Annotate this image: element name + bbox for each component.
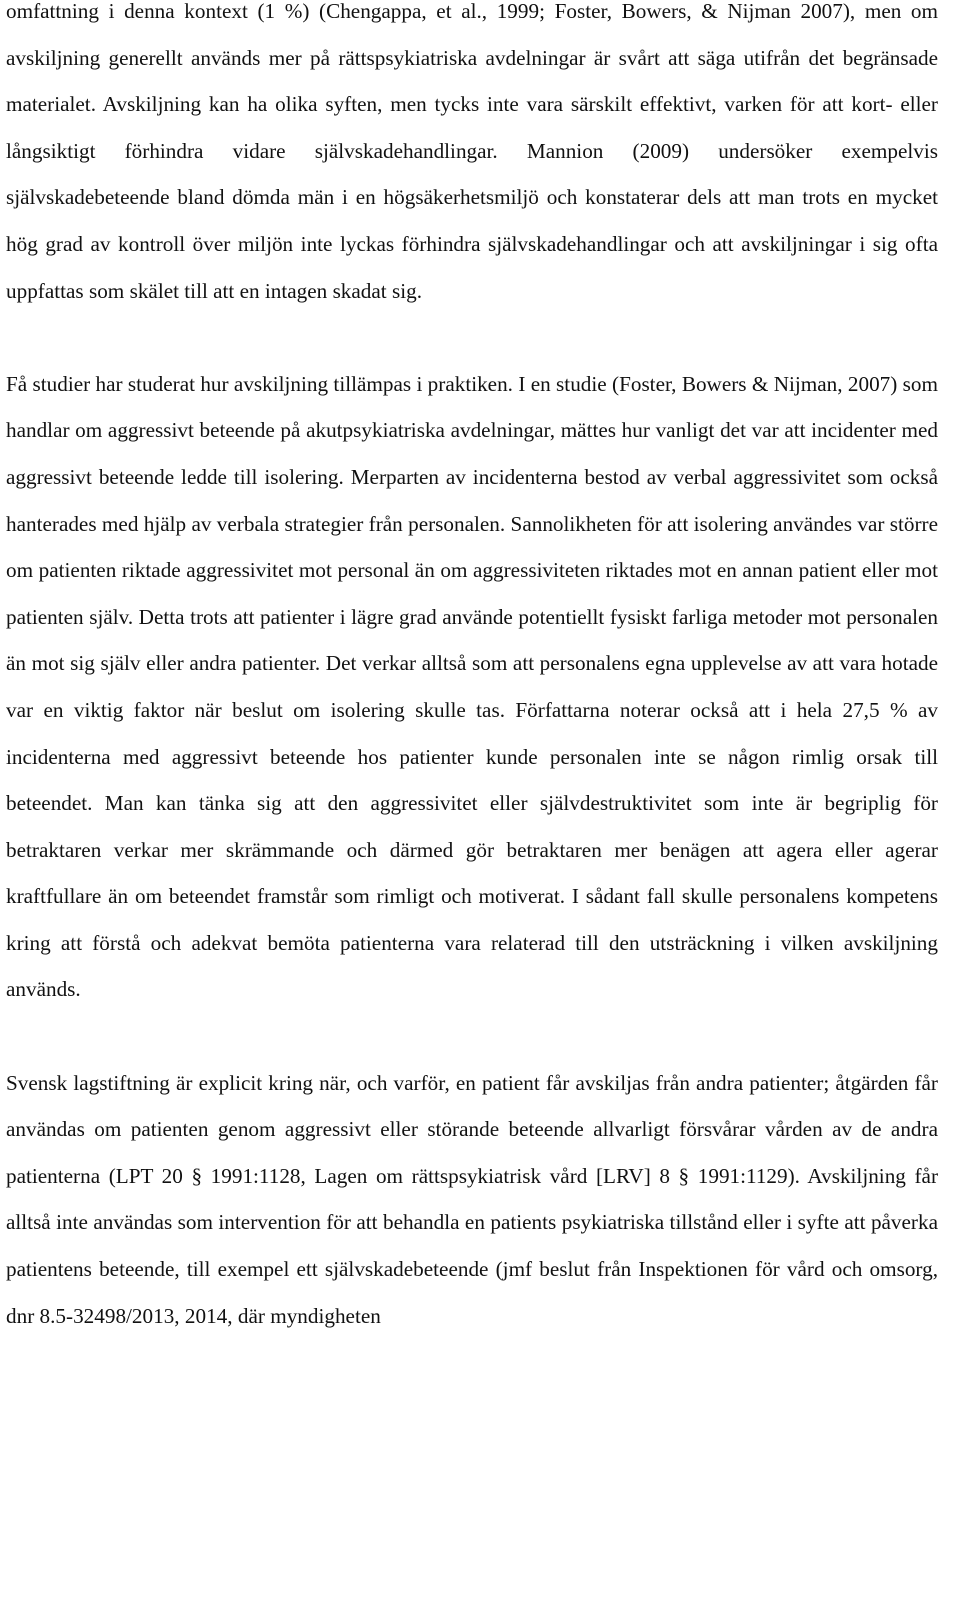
paragraph-gap <box>6 314 938 361</box>
paragraph-2: Få studier har studerat hur avskiljning tillämpas i praktiken. I en studie (Foster, Bowers & Nijman, 2007) som handlar om aggressivt beteende på akutpsykiatriska avdelningar, mättes hur vanligt det var att incidenter med aggressivt beteende ledde till isolering. Merparten av incidenterna bestod av verbal aggressivitet som också hanterades med hjälp av verbala strategier från personalen. Sannolikheten för att isolering användes var större om patienten riktade aggressivitet mot personal än om aggressiviteten riktades mot en annan patient eller mot patienten själv. Detta trots att patienter i lägre grad använde potentiellt fysiskt farliga metoder mot personalen än mot sig själv eller andra patienter. Det verkar alltså som att personalens egna upplevelse av att vara hotade var en viktig faktor när beslut om isolering skulle tas. Författarna noterar också att i hela 27,5 % av incidenterna med aggressivt beteende hos patienter kunde personalen inte se någon rimlig orsak till beteendet. Man kan tänka sig att den aggressivitet eller självdestruktivitet som inte är begriplig för betraktaren verkar mer skrämmande och därmed gör betraktaren mer benägen att agera eller agerar kraftfullare än om beteendet framstår som rimligt och motiverat. I sådant fall skulle personalens kompetens kring att förstå och adekvat bemöta patienterna vara relaterad till den utsträckning i vilken avskiljning används. <box>6 371 938 1002</box>
paragraph-gap <box>6 1013 938 1060</box>
paragraph-1: omfattning i denna kontext (1 %) (Chengappa, et al., 1999; Foster, Bowers, & Nijman 2007), men om avskiljning generellt används mer på rättspsykiatriska avdelningar är svårt att säga utifrån det begränsade materialet. Avskiljning kan ha olika syften, men tycks inte vara särskilt effektivt, varken för att kort- eller långsiktigt förhindra vidare självskadehandlingar. Mannion (2009) undersöker exempelvis självskadebeteende bland dömda män i en högsäkerhetsmiljö och konstaterar dels att man trots en mycket hög grad av kontroll över miljön inte lyckas förhindra självskadehandlingar och att avskiljningar i sig ofta uppfattas som skälet till att en intagen skadat sig. <box>6 0 938 303</box>
paragraph-3: Svensk lagstiftning är explicit kring när, och varför, en patient får avskiljas från andra patienter; åtgärden får användas om patienten genom aggressivt eller störande beteende allvarligt försvårar vården av de andra patienterna (LPT 20 § 1991:1128, Lagen om rättspsykiatrisk vård [LRV] 8 § 1991:1129). Avskiljning får alltså inte användas som intervention för att behandla en patients psykiatriska tillstånd eller i syfte att påverka patientens beteende, till exempel ett självskadebeteende (jmf beslut från Inspektionen för vård och omsorg, dnr 8.5-32498/2013, 2014, där myndigheten <box>6 1070 938 1328</box>
